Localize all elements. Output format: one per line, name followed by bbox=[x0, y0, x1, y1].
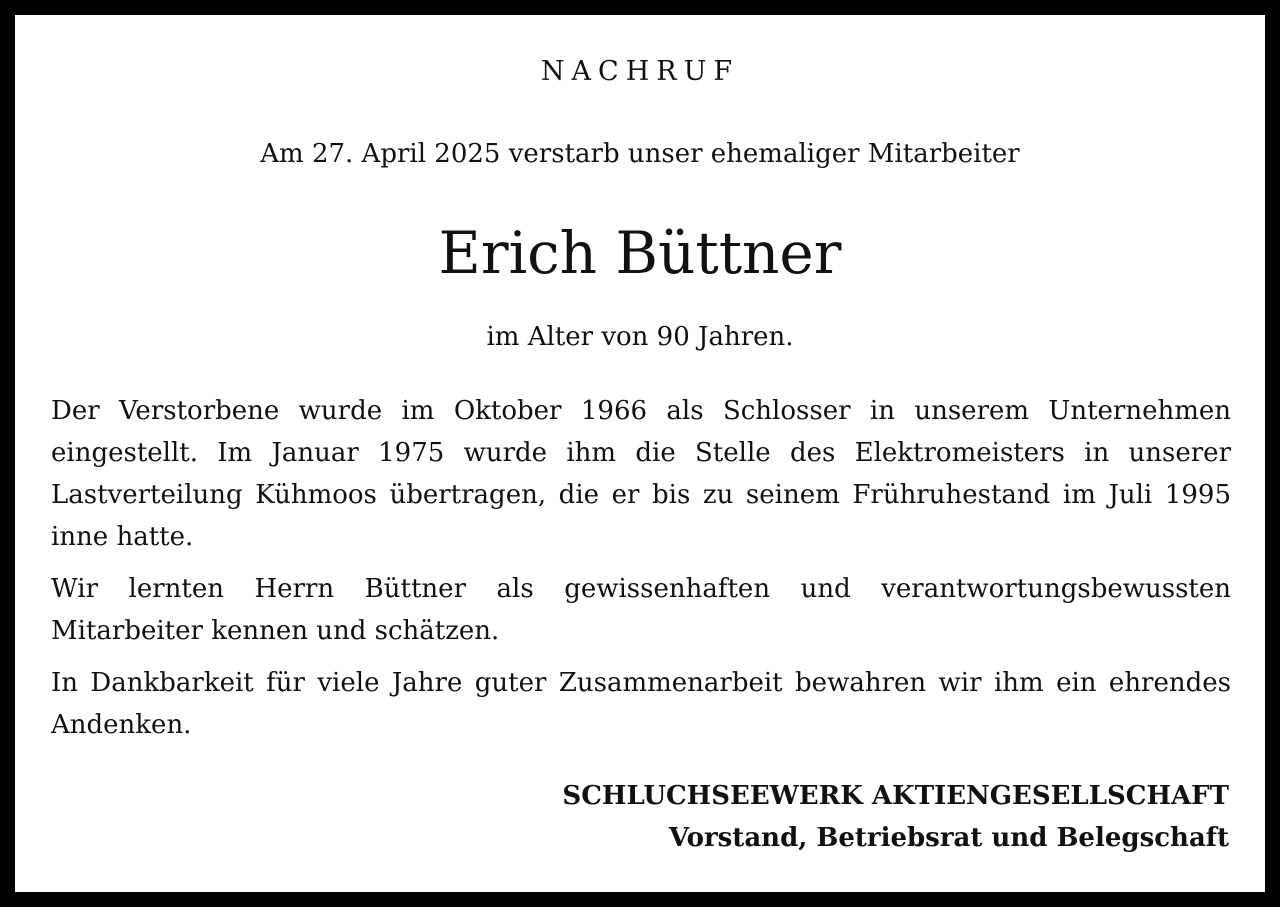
obituary-body bbox=[51, 390, 1231, 756]
signature-block bbox=[562, 775, 1229, 859]
obituary-notice bbox=[15, 15, 1265, 892]
company-name: SCHLUCHSEEWERK AKTIENGESELLSCHAFT bbox=[562, 781, 1229, 811]
career-paragraph: Der Verstorbene wurde im Oktober 1966 als Schlosser in unserem Unternehmen eingestellt. Im Januar 1975 wurde ihm die Stelle des Elektromeisters in unserer Lastverteilung Kühmoos übertragen, die er bis zu seinem Frühruhestand im Juli 1995 inne hatte. bbox=[51, 396, 1231, 552]
notice-heading: NACHRUF bbox=[540, 56, 740, 87]
gratitude-paragraph: In Dankbarkeit für viele Jahre guter Zusammenarbeit bewahren wir ihm ein ehrendes Andenken. bbox=[51, 668, 1231, 740]
deceased-name: Erich Büttner bbox=[438, 219, 842, 287]
intro-line: Am 27. April 2025 verstarb unser ehemaliger Mitarbeiter bbox=[260, 139, 1020, 169]
signatory-groups: Vorstand, Betriebsrat und Belegschaft bbox=[668, 823, 1229, 853]
appreciation-paragraph: Wir lernten Herrn Büttner als gewissenhaften und verantwortungsbewussten Mitarbeiter kennen und schätzen. bbox=[51, 574, 1231, 646]
age-line: im Alter von 90 Jahren. bbox=[486, 322, 794, 352]
